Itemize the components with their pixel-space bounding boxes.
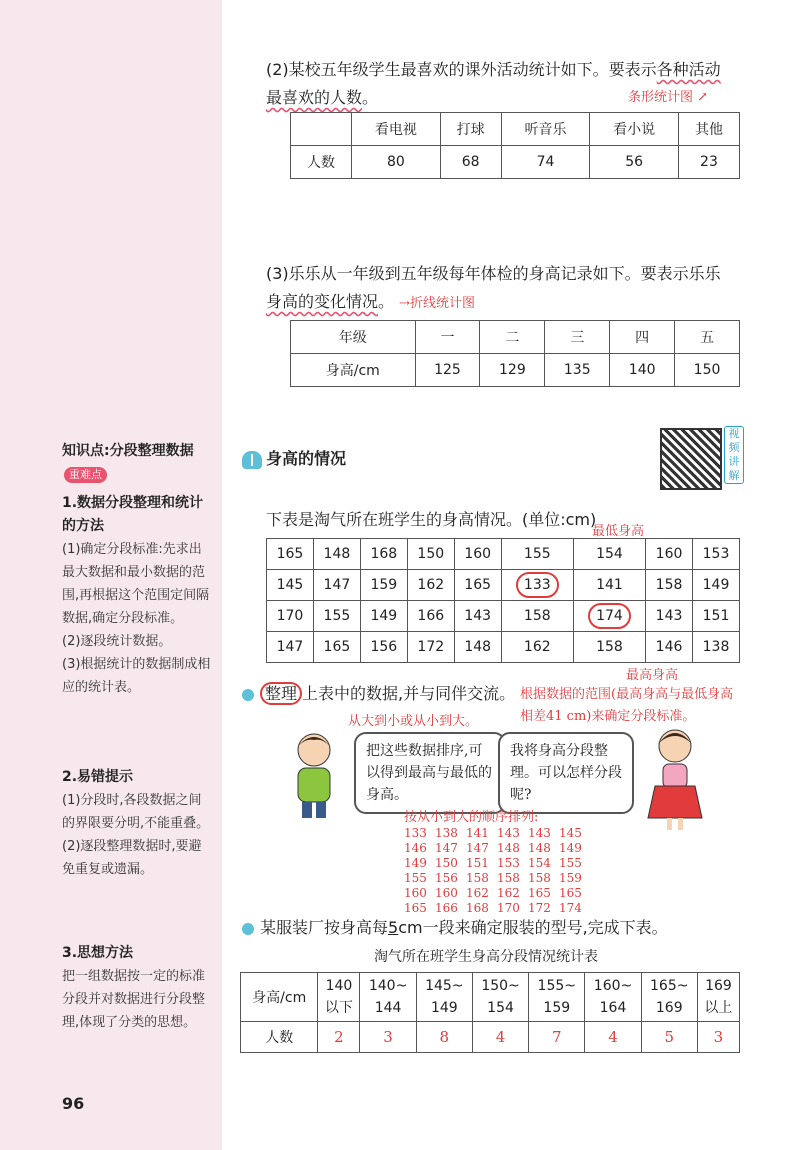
sorted-value: 160 [404, 886, 427, 900]
sorted-value: 147 [435, 841, 458, 855]
height-cell: 160 [454, 539, 501, 570]
sorted-value: 150 [435, 856, 458, 870]
section-1-item: (3)根据统计的数据制成相应的统计表。 [62, 657, 211, 695]
height-cell: 146 [646, 632, 693, 663]
task1-text: 整理 上表中的数据,并与同伴交流。 [242, 680, 515, 708]
value-cell: 56 [590, 146, 679, 179]
height-cell: 147 [313, 570, 360, 601]
height-cell: 138 [693, 632, 740, 663]
heights-intro: 下表是淘气所在班学生的身高情况。(单位:cm) [266, 510, 597, 529]
range-cell: 140~ 144 [360, 973, 416, 1022]
section-title: 身高的情况 [242, 446, 346, 469]
range-cell: 150~ 154 [472, 973, 528, 1022]
height-cell: 172 [407, 632, 454, 663]
sorted-value: 149 [404, 856, 427, 870]
boy-illustration [284, 730, 344, 820]
height-cell: 166 [407, 601, 454, 632]
height-cell: 150 [407, 539, 454, 570]
sorted-value: 165 [528, 886, 551, 900]
sorted-value: 145 [559, 826, 582, 840]
header-cell [291, 113, 352, 146]
height-cell: 158 [501, 601, 573, 632]
sort-note: 从大到小或从小到大。 [348, 714, 479, 729]
sorted-value: 168 [466, 901, 489, 915]
value-cell: 23 [678, 146, 739, 179]
row-label: 人数 [291, 146, 352, 179]
sorted-value: 143 [528, 826, 551, 840]
sorted-row [404, 841, 590, 856]
height-cell: 145 [267, 570, 314, 601]
sorted-value: 138 [435, 826, 458, 840]
header-cell: 年级 [291, 321, 416, 354]
sorted-value: 155 [559, 856, 582, 870]
height-cell: 162 [501, 632, 573, 663]
q2-text: (2)某校五年级学生最喜欢的课外活动统计如下。要表示各种活动 最喜欢的人数。 [266, 60, 721, 107]
count-cell: 3 [697, 1022, 739, 1053]
qr-label: 视频讲解 [724, 426, 744, 484]
height-cell: 165 [313, 632, 360, 663]
header-cell: 五 [675, 321, 740, 354]
min-height-value: 133 [516, 572, 559, 598]
knowledge-title: 知识点:分段整理数据重难点 [62, 443, 194, 481]
value-cell: 135 [545, 354, 610, 387]
value-cell: 150 [675, 354, 740, 387]
sort-title: 按从小到大的顺序排列: [404, 810, 539, 825]
sorted-value: 162 [466, 886, 489, 900]
height-cell: 159 [360, 570, 407, 601]
sorted-value: 174 [559, 901, 582, 915]
height-cell: 155 [313, 601, 360, 632]
value-cell: 68 [440, 146, 501, 179]
sorted-value: 153 [497, 856, 520, 870]
sorted-value: 149 [559, 841, 582, 855]
min-height-label: 最低身高 [592, 524, 645, 539]
value-cell: 125 [415, 354, 480, 387]
bullet-icon [242, 923, 254, 935]
header-cell: 三 [545, 321, 610, 354]
value-cell: 80 [352, 146, 441, 179]
section-3-title: 3.思想方法 [62, 945, 134, 961]
table-row [267, 632, 740, 663]
section-1-item: (2)逐段统计数据。 [62, 634, 172, 649]
sorted-value: 133 [404, 826, 427, 840]
table-row [267, 539, 740, 570]
height-cell: 160 [646, 539, 693, 570]
section-2-item: (2)逐段整理数据时,要避免重复或遗漏。 [62, 839, 202, 877]
q2-table [290, 112, 740, 179]
height-cell: 156 [360, 632, 407, 663]
sorted-value: 141 [466, 826, 489, 840]
sorted-value: 172 [528, 901, 551, 915]
task2-text: 某服装厂按身高每5cm一段来确定服装的型号,完成下表。 [242, 914, 668, 942]
sorted-value: 166 [435, 901, 458, 915]
sorted-value: 158 [466, 871, 489, 885]
height-cell: 158 [573, 632, 645, 663]
section-1-item: (1)确定分段标准:先求出最大数据和最小数据的范围,再根据这个范围定间隔数据,确定分段标准。 [62, 542, 210, 626]
q2-annotation: 条形统计图 ↗ [628, 90, 709, 105]
value-cell: 140 [610, 354, 675, 387]
q3-table [290, 320, 740, 387]
height-cell: 165 [267, 539, 314, 570]
sorted-value: 147 [466, 841, 489, 855]
sorted-value: 158 [497, 871, 520, 885]
header-cell: 看小说 [590, 113, 679, 146]
count-cell: 5 [641, 1022, 697, 1053]
sorted-value: 158 [528, 871, 551, 885]
height-cell: 143 [454, 601, 501, 632]
sorted-row [404, 871, 590, 886]
count-cell: 7 [529, 1022, 585, 1053]
sorted-list [404, 826, 590, 916]
sorted-row [404, 886, 590, 901]
count-cell: 8 [416, 1022, 472, 1053]
height-cell: 148 [313, 539, 360, 570]
section-2-title: 2.易错提示 [62, 769, 134, 785]
max-height-label: 最高身高 [626, 668, 679, 683]
height-cell: 141 [573, 570, 645, 601]
table-row [267, 570, 740, 601]
height-cell: 149 [693, 570, 740, 601]
sorted-row [404, 856, 590, 871]
height-cell: 168 [360, 539, 407, 570]
height-cell: 143 [646, 601, 693, 632]
section-3 [62, 942, 212, 1034]
girl-speech-bubble: 我将身高分段整理。可以怎样分段呢? [498, 732, 634, 814]
sorted-value: 148 [528, 841, 551, 855]
girl-illustration [640, 726, 710, 832]
header-cell: 打球 [440, 113, 501, 146]
height-cell: 154 [573, 539, 645, 570]
height-cell [501, 570, 573, 601]
sorted-value: 154 [528, 856, 551, 870]
row-label: 身高/cm [291, 354, 416, 387]
header-cell: 听音乐 [501, 113, 590, 146]
q3-text: (3)乐乐从一年级到五年级每年体检的身高记录如下。要表示乐乐 身高的变化情况。 ⇢折线统计图 [266, 264, 721, 311]
height-cell: 148 [454, 632, 501, 663]
difficulty-badge: 重难点 [64, 467, 107, 483]
table-title: 淘气所在班学生身高分段情况统计表 [374, 949, 598, 965]
range-cell: 155~ 159 [529, 973, 585, 1022]
height-cell: 149 [360, 601, 407, 632]
heights-table [266, 538, 740, 663]
range-cell: 165~ 169 [641, 973, 697, 1022]
table-row [267, 601, 740, 632]
header-cell: 四 [610, 321, 675, 354]
bullet-icon [242, 689, 254, 701]
sorted-value: 160 [435, 886, 458, 900]
height-cell: 155 [501, 539, 573, 570]
book-icon [242, 451, 262, 469]
height-cell: 151 [693, 601, 740, 632]
height-cell: 170 [267, 601, 314, 632]
section-3-text: 把一组数据按一定的标准分段并对数据进行分段整理,体现了分类的思想。 [62, 969, 206, 1030]
header-cell: 二 [480, 321, 545, 354]
range-cell: 140 以下 [318, 973, 360, 1022]
range-cell: 160~ 164 [585, 973, 641, 1022]
section-2 [62, 766, 212, 881]
range-cell: 145~ 149 [416, 973, 472, 1022]
page-number: 96 [62, 1094, 85, 1113]
max-height-value: 174 [588, 603, 631, 629]
value-cell: 129 [480, 354, 545, 387]
section-1-title: 1.数据分段整理和统计的方法 [62, 495, 204, 534]
header-cell: 一 [415, 321, 480, 354]
count-cell: 4 [472, 1022, 528, 1053]
range-note: 根据数据的范围(最高身高与最低身高相差41 cm)来确定分段标准。 [520, 687, 734, 724]
height-cell: 158 [646, 570, 693, 601]
q3-annotation: ⇢折线统计图 [399, 296, 476, 311]
header-cell: 其他 [678, 113, 739, 146]
value-cell: 74 [501, 146, 590, 179]
sorted-value: 156 [435, 871, 458, 885]
section-1 [62, 492, 212, 699]
count-cell: 3 [360, 1022, 416, 1053]
sorted-value: 165 [559, 886, 582, 900]
sorted-value: 143 [497, 826, 520, 840]
sorted-value: 165 [404, 901, 427, 915]
sorted-value: 170 [497, 901, 520, 915]
height-cell: 162 [407, 570, 454, 601]
segment-table [240, 972, 740, 1053]
sorted-value: 148 [497, 841, 520, 855]
height-cell: 147 [267, 632, 314, 663]
row-label: 人数 [241, 1022, 318, 1053]
table-row [241, 1022, 740, 1053]
height-cell: 165 [454, 570, 501, 601]
count-cell: 4 [585, 1022, 641, 1053]
count-cell: 2 [318, 1022, 360, 1053]
table-row [241, 973, 740, 1022]
sorted-value: 159 [559, 871, 582, 885]
sorted-row [404, 826, 590, 841]
height-cell: 153 [693, 539, 740, 570]
boy-speech-bubble: 把这些数据排序,可以得到最高与最低的身高。 [354, 732, 506, 814]
sorted-value: 146 [404, 841, 427, 855]
section-2-item: (1)分段时,各段数据之间的界限要分明,不能重叠。 [62, 793, 210, 831]
sorted-value: 155 [404, 871, 427, 885]
sorted-value: 151 [466, 856, 489, 870]
header-cell: 看电视 [352, 113, 441, 146]
row-label: 身高/cm [241, 973, 318, 1022]
sorted-value: 162 [497, 886, 520, 900]
height-cell [573, 601, 645, 632]
range-cell: 169 以上 [697, 973, 739, 1022]
qr-code-icon[interactable] [660, 428, 722, 490]
